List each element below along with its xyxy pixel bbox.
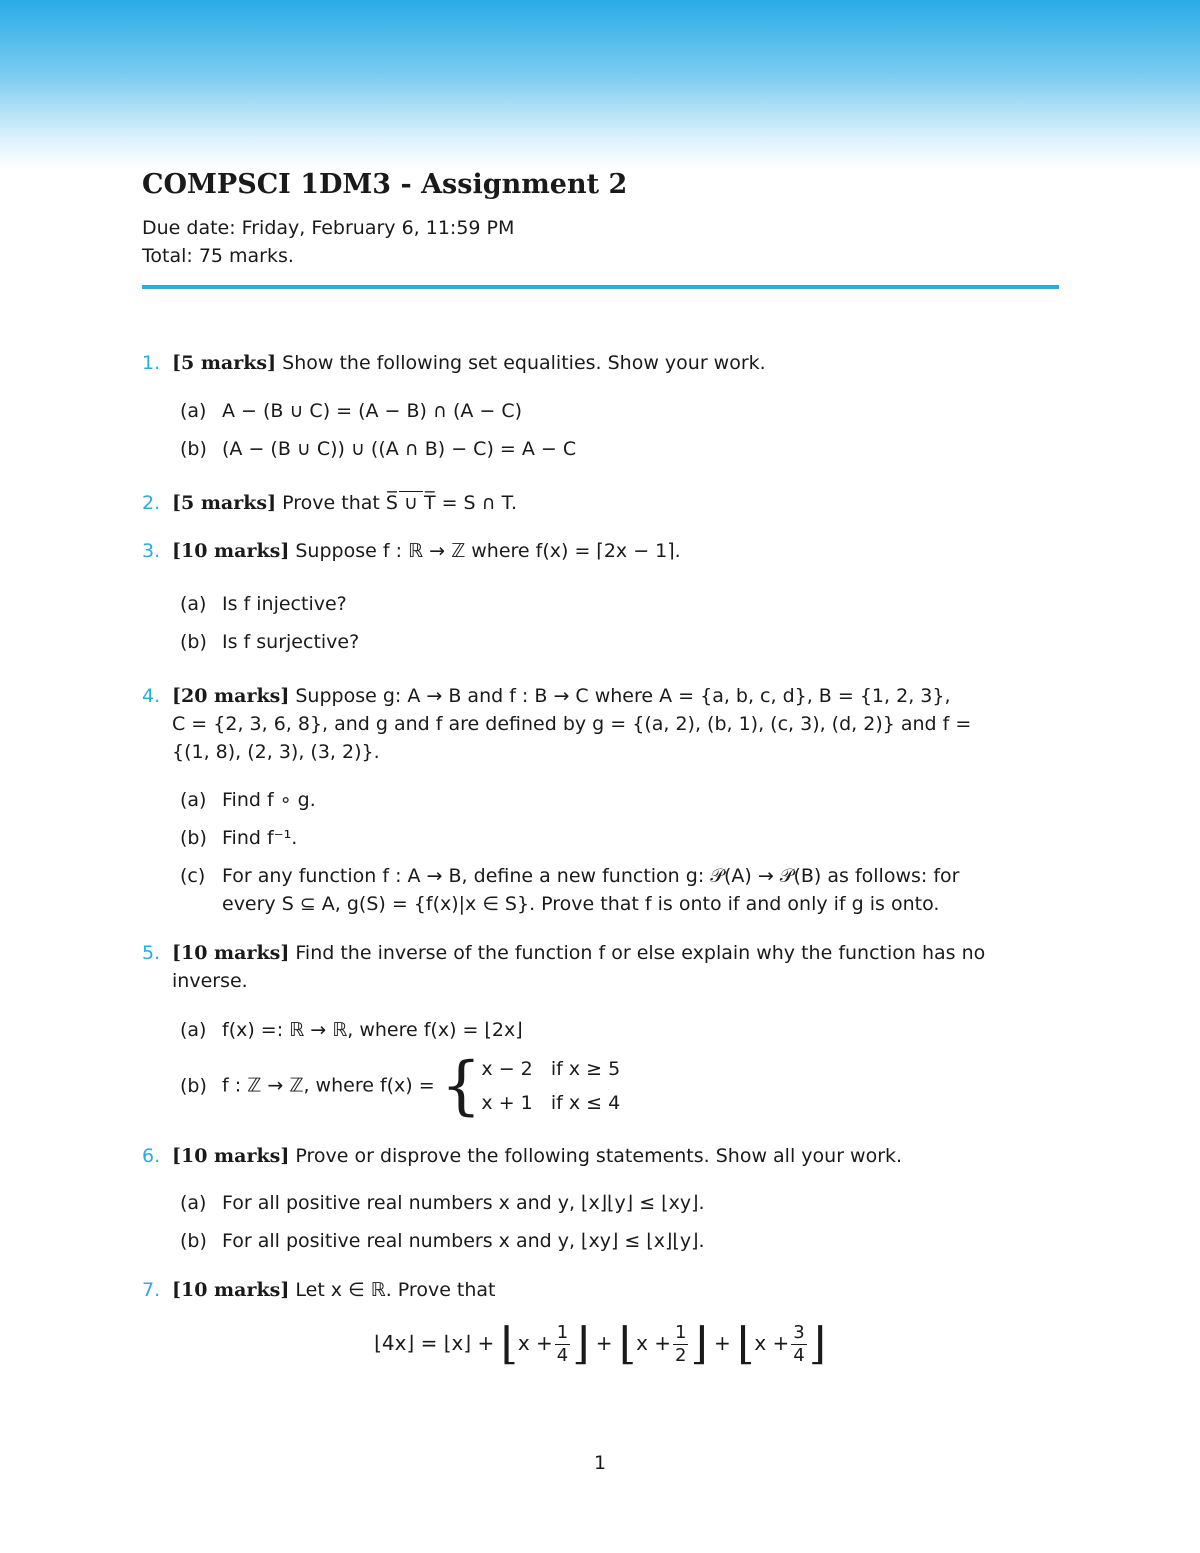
term-3: x + bbox=[754, 1331, 790, 1355]
part-text: f : ℤ → ℤ, where f(x) = bbox=[222, 1074, 435, 1097]
q5-part-b bbox=[180, 1049, 1060, 1123]
floor-identity-equation: ⌊4x⌋ = ⌊x⌋ + ⌊x + $\frac{1}{4}$ ⌋ + ⌊x + $\frac{1}{2}$ ⌋ + ⌊x + $\frac{3}{4}$ ⌋ bbox=[374, 1318, 826, 1370]
piecewise-brace: { bbox=[440, 1049, 482, 1123]
document-header bbox=[142, 168, 1059, 270]
question-number: 2. bbox=[142, 492, 161, 514]
q6-part-a bbox=[180, 1189, 1060, 1217]
question-text-line3: {(1, 8), (2, 3), (3, 2)}. bbox=[172, 741, 380, 763]
question-number: 7. bbox=[142, 1279, 161, 1301]
question-number: 3. bbox=[142, 540, 161, 562]
part-text: For all positive real numbers x and y, ⌊xy⌋ ≤ ⌊x⌋⌊y⌋. bbox=[222, 1230, 705, 1252]
term-1: x + bbox=[517, 1331, 553, 1355]
question-text-line2: C = {2, 3, 6, 8}, and g and f are defined by g = {(a, 2), (b, 1), (c, 3), (d, 2)} and f = bbox=[172, 713, 972, 735]
header-band bbox=[0, 0, 1200, 170]
case-1: x − 2 if x ≥ 5 bbox=[481, 1058, 621, 1080]
question-number: 4. bbox=[142, 685, 161, 707]
part-label: (b) bbox=[180, 631, 207, 653]
header-rule bbox=[142, 285, 1059, 289]
question-marks: [10 marks] bbox=[172, 540, 290, 562]
q4-part-a bbox=[180, 786, 1060, 814]
question-marks: [20 marks] bbox=[172, 685, 290, 707]
part-text: Find f⁻¹. bbox=[222, 827, 298, 849]
page-title: COMPSCI 1DM3 - Assignment 2 bbox=[142, 169, 628, 200]
part-label: (a) bbox=[180, 1192, 207, 1214]
part-text-line2: every S ⊆ A, g(S) = {f(x)|x ∈ S}. Prove that f is onto if and only if g is onto. bbox=[222, 893, 940, 915]
part-label: (b) bbox=[180, 438, 207, 460]
part-label: (a) bbox=[180, 1019, 207, 1041]
question-marks: [5 marks] bbox=[172, 352, 277, 374]
q1-part-a bbox=[180, 397, 1060, 425]
question-number: 6. bbox=[142, 1145, 161, 1167]
q1-part-b bbox=[180, 435, 1060, 463]
part-label: (b) bbox=[180, 827, 207, 849]
question-4 bbox=[142, 682, 1059, 766]
fraction-1: $\frac{1}{4}$ bbox=[556, 1322, 569, 1366]
part-text: f(x) =: ℝ → ℝ, where f(x) = ⌊2x⌋ bbox=[222, 1019, 523, 1041]
term-2: x + bbox=[636, 1331, 672, 1355]
question-text-end: = S ∩ T. bbox=[435, 492, 517, 514]
part-label: (a) bbox=[180, 593, 207, 615]
piecewise-cases bbox=[481, 1052, 620, 1120]
overlined-expression: S̅ ∪ T̅ bbox=[385, 492, 436, 514]
question-marks: [10 marks] bbox=[172, 1279, 290, 1301]
part-text: For all positive real numbers x and y, ⌊x⌋⌊y⌋ ≤ ⌊xy⌋. bbox=[222, 1192, 705, 1214]
question-marks: [5 marks] bbox=[172, 492, 277, 514]
total-marks: Total: 75 marks. bbox=[142, 245, 294, 267]
question-5 bbox=[142, 939, 1059, 995]
question-2 bbox=[142, 489, 1059, 517]
question-text: Suppose f : ℝ → ℤ where f(x) = ⌈2x − 1⌉. bbox=[295, 540, 681, 562]
question-text: Show the following set equalities. Show your work. bbox=[282, 352, 766, 374]
q4-part-c bbox=[180, 862, 1060, 918]
part-text: For any function f : A → B, define a new function g: 𝒫(A) → 𝒫(B) as follows: for bbox=[222, 865, 960, 887]
q6-part-b bbox=[180, 1227, 1060, 1255]
part-text: Is f surjective? bbox=[222, 631, 360, 653]
part-label: (c) bbox=[180, 865, 206, 887]
question-1 bbox=[142, 349, 1059, 377]
question-6 bbox=[142, 1142, 1059, 1170]
question-text: Prove or disprove the following statements. Show all your work. bbox=[295, 1145, 903, 1167]
q3-part-b bbox=[180, 628, 1060, 656]
part-label: (a) bbox=[180, 400, 207, 422]
question-marks: [10 marks] bbox=[172, 1145, 290, 1167]
question-text: Suppose g: A → B and f : B → C where A = {a, b, c, d}, B = {1, 2, 3}, bbox=[295, 685, 951, 707]
equation-lhs: ⌊4x⌋ = ⌊x⌋ + bbox=[374, 1331, 495, 1355]
question-text: Let x ∈ ℝ. Prove that bbox=[295, 1279, 496, 1301]
part-label: (b) bbox=[180, 1074, 207, 1097]
question-3 bbox=[142, 537, 1059, 565]
part-text: A − (B ∪ C) = (A − B) ∩ (A − C) bbox=[222, 400, 523, 422]
fraction-2: $\frac{1}{2}$ bbox=[675, 1322, 687, 1366]
part-text: (A − (B ∪ C)) ∪ ((A ∩ B) − C) = A − C bbox=[222, 438, 577, 460]
part-text: Is f injective? bbox=[222, 593, 347, 615]
q5-part-a bbox=[180, 1016, 1060, 1044]
question-text-line2: inverse. bbox=[172, 970, 248, 992]
question-7 bbox=[142, 1276, 1059, 1304]
case-2: x + 1 if x ≤ 4 bbox=[481, 1092, 621, 1114]
question-number: 1. bbox=[142, 352, 161, 374]
fraction-3: $\frac{3}{4}$ bbox=[793, 1322, 805, 1366]
q3-part-a bbox=[180, 590, 1060, 618]
part-label: (b) bbox=[180, 1230, 207, 1252]
question-text: Find the inverse of the function f or else explain why the function has no bbox=[295, 942, 986, 964]
part-text: Find f ∘ g. bbox=[222, 789, 316, 811]
page-number: 1 bbox=[593, 1452, 607, 1474]
question-text: Prove that bbox=[282, 492, 386, 514]
question-marks: [10 marks] bbox=[172, 942, 290, 964]
q4-part-b bbox=[180, 824, 1060, 852]
question-number: 5. bbox=[142, 942, 161, 964]
part-label: (a) bbox=[180, 789, 207, 811]
due-date: Due date: Friday, February 6, 11:59 PM bbox=[142, 217, 515, 239]
